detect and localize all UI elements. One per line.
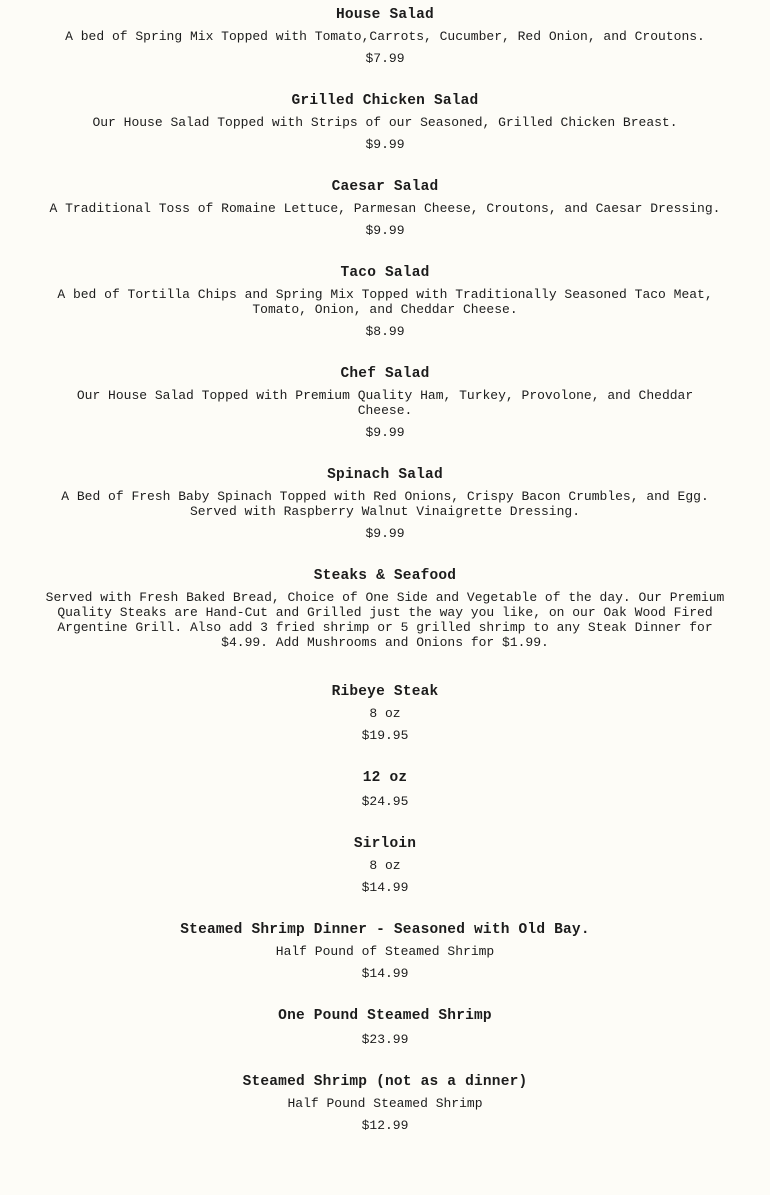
item-description: Half Pound of Steamed Shrimp — [275, 944, 495, 959]
menu-item-house-salad — [45, 6, 725, 92]
menu-item-taco-salad — [45, 264, 725, 365]
menu-item-ribeye-steak — [45, 683, 725, 769]
item-description: Our House Salad Topped with Premium Quality Ham, Turkey, Provolone, and Cheddar Cheese. — [76, 388, 694, 418]
item-name: Steamed Shrimp Dinner - Seasoned with Old Bay. — [180, 922, 590, 938]
item-price: $9.99 — [365, 425, 405, 440]
item-description: 8 oz — [369, 706, 401, 721]
item-price: $8.99 — [365, 324, 405, 339]
item-name: House Salad — [336, 7, 434, 23]
menu-item-grilled-chicken-salad — [45, 92, 725, 178]
section-description: Served with Fresh Baked Bread, Choice of One Side and Vegetable of the day. Our Premium Quality Steaks are Hand-Cut and Grilled just the way you like, on our Oak Wood Fired Argentine Grill. Also add 3 fried shrimp or 5 grilled shrimp to any Steak Dinner for $4.99. Add Mushrooms and Onions for $1.99. — [45, 590, 725, 650]
item-name: Sirloin — [353, 836, 417, 852]
menu-item-one-pound-steamed-shrimp — [45, 1007, 725, 1073]
item-price: $9.99 — [365, 526, 405, 541]
item-description: A Bed of Fresh Baby Spinach Topped with Red Onions, Crispy Bacon Crumbles, and Egg. Served with Raspberry Walnut Vinaigrette Dressing. — [61, 489, 709, 519]
menu-item-chef-salad — [45, 365, 725, 466]
item-price: $14.99 — [361, 966, 409, 981]
item-price: $12.99 — [361, 1118, 409, 1133]
item-name: One Pound Steamed Shrimp — [278, 1008, 492, 1024]
menu-item-caesar-salad — [45, 178, 725, 264]
menu-item-sirloin — [45, 835, 725, 921]
item-name: 12 oz — [362, 770, 408, 786]
item-description: A bed of Tortilla Chips and Spring Mix Topped with Traditionally Seasoned Taco Meat, Tomato, Onion, and Cheddar Cheese. — [57, 287, 713, 317]
section-steaks-seafood — [45, 567, 725, 683]
section-title: Steaks & Seafood — [313, 568, 457, 584]
item-price: $19.95 — [361, 728, 409, 743]
item-price: $9.99 — [365, 223, 405, 238]
item-description: Half Pound Steamed Shrimp — [287, 1096, 483, 1111]
item-description: A Traditional Toss of Romaine Lettuce, Parmesan Cheese, Croutons, and Caesar Dressing. — [49, 201, 721, 216]
item-price: $14.99 — [361, 880, 409, 895]
item-name: Grilled Chicken Salad — [291, 93, 479, 109]
menu-item-steamed-shrimp-dinner — [45, 921, 725, 1007]
menu-item-steamed-shrimp — [45, 1073, 725, 1133]
item-price: $9.99 — [365, 137, 405, 152]
item-description: Our House Salad Topped with Strips of our Seasoned, Grilled Chicken Breast. — [92, 115, 678, 130]
item-name: Caesar Salad — [331, 179, 439, 195]
item-name: Chef Salad — [340, 366, 430, 382]
menu-item-spinach-salad — [45, 466, 725, 567]
item-name: Taco Salad — [340, 265, 430, 281]
item-description: A bed of Spring Mix Topped with Tomato,Carrots, Cucumber, Red Onion, and Croutons. — [65, 29, 705, 44]
item-name: Steamed Shrimp (not as a dinner) — [242, 1074, 528, 1090]
item-name: Spinach Salad — [327, 467, 443, 483]
item-price: $24.95 — [361, 794, 409, 809]
item-name: Ribeye Steak — [331, 684, 439, 700]
menu-list — [45, 6, 725, 1133]
item-price: $7.99 — [365, 51, 405, 66]
item-description: 8 oz — [369, 858, 401, 873]
menu-item-12oz — [45, 769, 725, 835]
item-price: $23.99 — [361, 1032, 409, 1047]
